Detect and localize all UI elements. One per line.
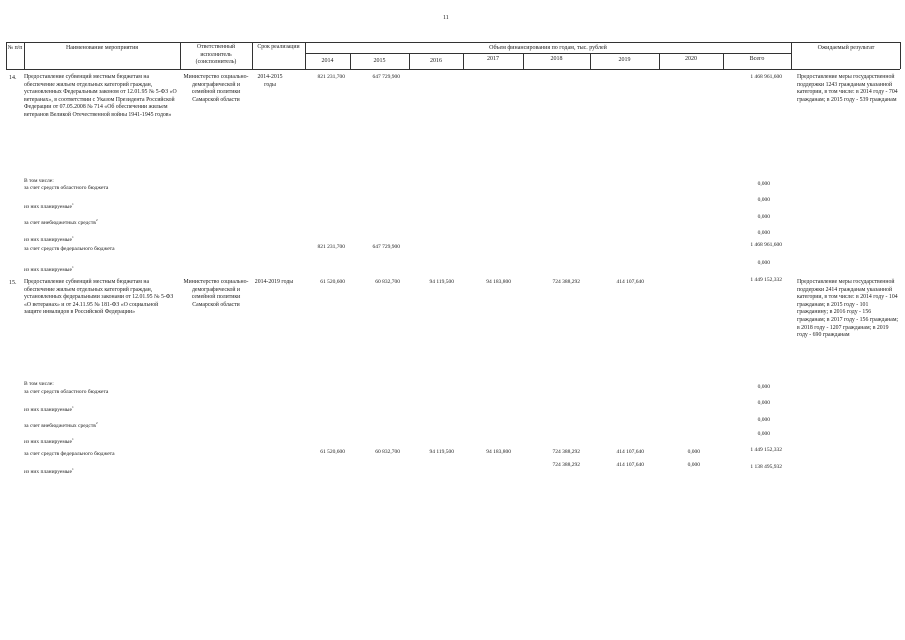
year-2019: 2019: [618, 57, 631, 63]
year-2020: 2020: [685, 56, 697, 62]
row15-name: Предоставление субвенций местным бюджетам на обеспечение жильем отдельных категорий граждан, установленных федеральными законами от 12.01.95 № 5-ФЗ «О ветеранах» и от 24.11.95 № 181-ФЗ «О социальной защите инвалидов в Российской Федерации»: [24, 279, 174, 316]
row15-offbudget-total: 0,000: [757, 417, 770, 423]
row15-regional-planned-total: 0,000: [757, 400, 770, 406]
row14-breakdown-heading: В том числе:: [24, 178, 54, 184]
row14-federal-planned-total: 0,000: [757, 260, 770, 266]
row15-federal-label: за счет средств федерального бюджета: [24, 451, 115, 457]
row15-value-2014: 61 520,600: [320, 279, 345, 285]
row15-regional-planned-label: из них планируемые$^1$: [24, 405, 74, 413]
row14-total: 1 468 961,600: [750, 74, 782, 80]
row14-federal-planned-label: из них планируемые$^1$: [24, 265, 74, 273]
row15-value-2018: 724 388,292: [552, 279, 580, 285]
row15-federal-2018: 724 388,292: [552, 449, 580, 455]
row14-federal-2014: 821 231,700: [317, 244, 345, 250]
header-financing: Объем финансирования по годам, тыс. рублей: [489, 45, 607, 51]
row15-federal-total: 1 449 152,332: [750, 447, 782, 453]
row14-federal-2015: 647 729,900: [372, 244, 400, 250]
row14-value-2014: 821 231,700: [317, 74, 345, 80]
row15-federal-2019: 414 107,640: [616, 449, 644, 455]
row14-offbudget-planned-total: 0,000: [757, 230, 770, 236]
row14-name: Предоставление субвенций местным бюджетам на обеспечение жильем отдельных категорий граждан, установленных Федеральным законом от 12.01.95 № 5-ФЗ «О ветеранах», в соответствии с Указом Президента Российской Федерации от 07.05.2008 № 714 «Об обеспечении жильем ветеранов Великой Отечественной войны 1941-1945 годов»: [24, 74, 177, 118]
row15-federal-planned-2020: 0,000: [687, 462, 700, 468]
row14-regional-total: 0,000: [757, 181, 770, 187]
row15-federal-planned-label: из них планируемые$^1$: [24, 467, 74, 475]
row15-federal-2020: 0,000: [687, 449, 700, 455]
row15-regional-total: 0,000: [757, 384, 770, 390]
header-executor: Ответственный исполнитель (соисполнитель): [195, 44, 237, 66]
year-2018: 2018: [550, 56, 563, 62]
row15-federal-planned-total: 1 138 495,932: [750, 464, 782, 470]
row15-value-2017: 94 183,800: [486, 279, 511, 285]
row15-regional-label: за счет средств областного бюджета: [24, 389, 109, 395]
row15-num: 15.: [9, 280, 17, 286]
row14-federal-label: за счет средств федерального бюджета: [24, 246, 115, 252]
row15-offbudget-planned-total: 0,000: [757, 431, 770, 437]
row15-offbudget-planned-label: из них планируемые$^1$: [24, 437, 74, 445]
row14-value-2015: 647 729,900: [372, 74, 400, 80]
row15-executor: Министерство социально-демографической и семейной политики Самарской области: [183, 279, 249, 308]
row15-federal-2015: 60 832,700: [375, 449, 400, 455]
header-total: Всего: [749, 56, 765, 62]
year-2016: 2016: [430, 58, 442, 64]
row14-result: Предоставление меры государственной поддержки 1243 гражданам указанной категории, в том числе: в 2014 году - 704 гражданам; в 2015 году - 539 гражданам: [797, 74, 898, 103]
row15-federal-planned-2018: 724 388,292: [552, 462, 580, 468]
row14-offbudget-total: 0,000: [757, 214, 770, 220]
header-name: Наименование мероприятия: [65, 45, 139, 51]
header-result: Ожидаемый результат: [817, 45, 875, 51]
row14-executor: Министерство социально-демографической и семейной политики Самарской области: [183, 74, 249, 103]
row15-federal-2017: 94 183,800: [486, 449, 511, 455]
row14-regional-planned-label: из них планируемые$^1$: [24, 202, 74, 210]
row15-breakdown-heading: В том числе:: [24, 381, 54, 387]
row15-total: 1 449 152,332: [750, 277, 782, 283]
row15-offbudget-label: за счет внебюджетных средств$^2$: [24, 421, 98, 429]
row15-federal-2016: 94 119,500: [429, 449, 454, 455]
row15-federal-2014: 61 520,600: [320, 449, 345, 455]
year-2017: 2017: [487, 56, 499, 62]
row15-value-2019: 414 107,640: [616, 279, 644, 285]
row14-offbudget-label: за счет внебюджетных средств$^2$: [24, 218, 98, 226]
row15-value-2016: 94 119,500: [429, 279, 454, 285]
year-2014: 2014: [321, 58, 334, 64]
row15-result: Предоставление меры государственной поддержки 2414 гражданам указанной категории, в том числе: в 2014 году - 104 гражданам; в 2015 году - 101 гражданину; в 2016 году - 156 гражданам; в 2017 году - 156 гражданам; в 2018 году - 1207 гражданам; в 2019 году - 690 гражданам: [797, 279, 899, 339]
row14-offbudget-planned-label: из них планируемые$^1$: [24, 235, 74, 243]
year-2015: 2015: [373, 58, 386, 64]
header-term: Срок реализации: [257, 44, 300, 50]
row15-federal-planned-2019: 414 107,640: [616, 462, 644, 468]
row14-regional-label: за счет средств областного бюджета: [24, 185, 109, 191]
row14-num: 14.: [9, 75, 17, 81]
header-num: № п/п: [7, 45, 23, 51]
row14-federal-total: 1 468 961,600: [750, 242, 782, 248]
row15-term: 2014-2019 годы: [254, 279, 294, 285]
row15-value-2015: 60 832,700: [375, 279, 400, 285]
row14-regional-planned-total: 0,000: [757, 197, 770, 203]
row14-term: 2014-2015 годы: [257, 74, 283, 88]
page-number: 11: [443, 15, 449, 21]
